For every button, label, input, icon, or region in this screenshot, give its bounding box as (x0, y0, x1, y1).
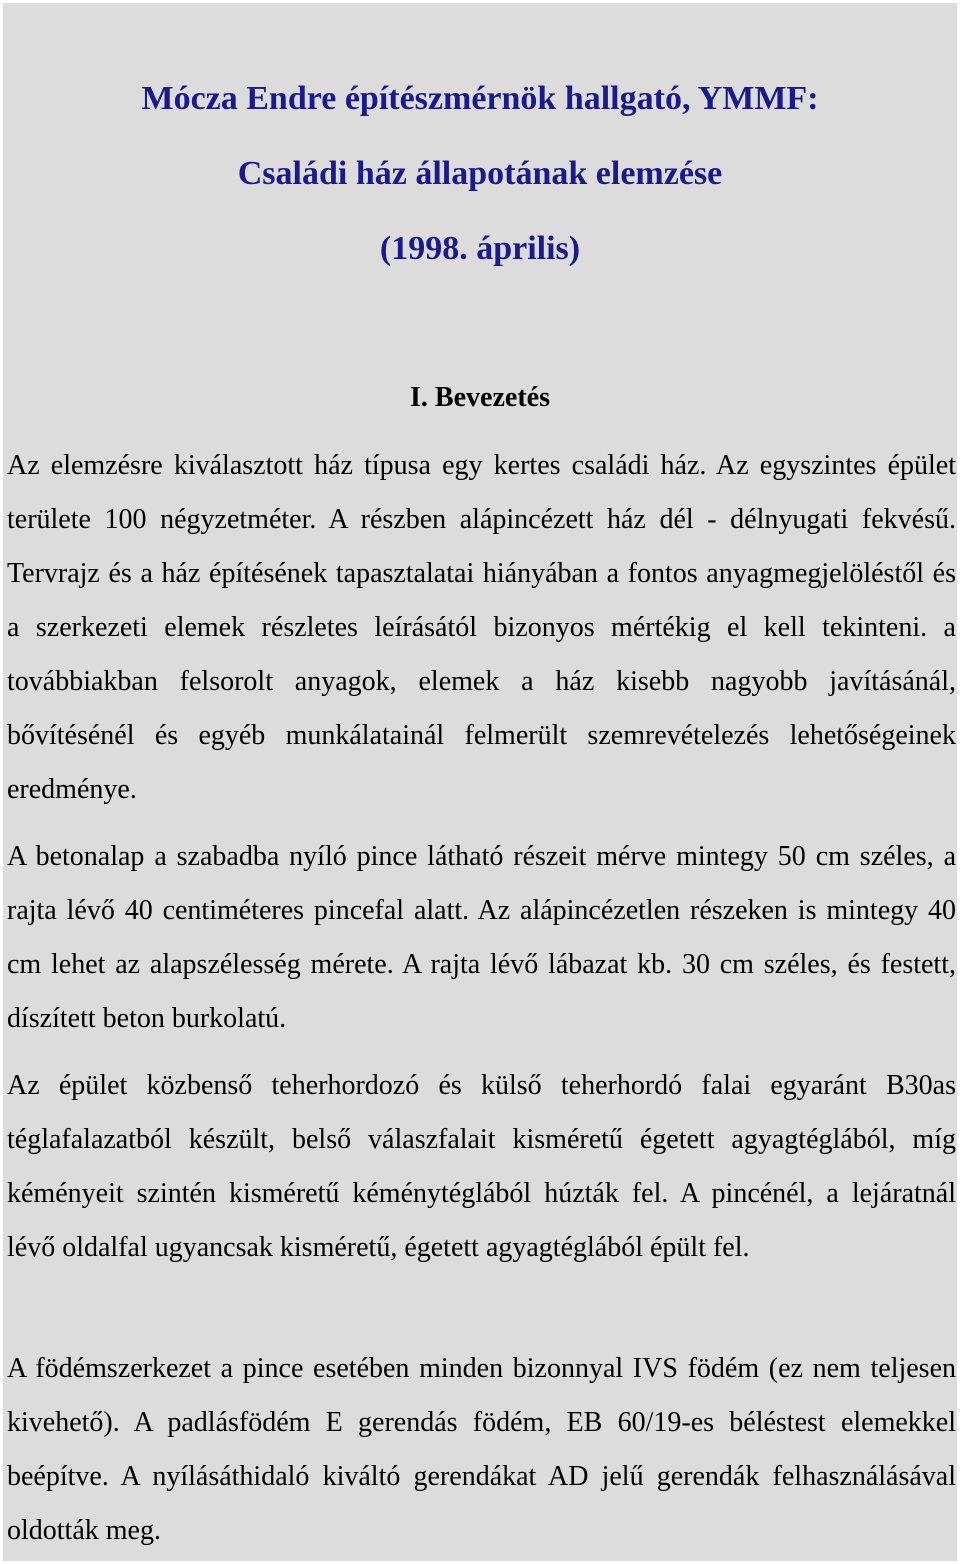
paragraph-4: A födémszerkezet a pince esetében minden bizonnyal IVS födém (ez nem teljesen kivehető). A padlásfödém E gerendás födém, EB 60/19-es béléstest elemekkel beépítve. A nyílásáthidaló kiváltó gerendákat AD jelű gerendák felhasználásával oldották meg. (7, 1353, 956, 1546)
paragraph-1: Az elemzésre kiválasztott ház típusa egy kertes családi ház. Az egyszintes épület területe 100 négyzetméter. A részben alápincézett ház dél - délnyugati fekvésű. Tervrajz és a ház építésének tapasztalatai hiányában a fontos anyagmegjelöléstől és a szerkezeti elemek részletes leírásától bizonyos mértékig el kell tekinteni. a továbbiakban felsorolt anyagok, elemek a ház kisebb nagyobb javításánál, bővítésénél és egyéb munkálatainál felmerült szemrevételezés lehetőségeinek eredménye. (7, 450, 956, 805)
paragraph-2: A betonalap a szabadba nyíló pince látható részeit mérve mintegy 50 cm széles, a rajta lévő 40 centiméteres pincefal alatt. Az alápincézetlen részeken is mintegy 40 cm lehet az alapszélesség mérete. A rajta lévő lábazat kb. 30 cm széles, és festett, díszített beton burkolatú. (7, 841, 956, 1034)
title-author-line: Mócza Endre építészmérnök hallgató, YMMF: (141, 80, 819, 117)
section-heading-introduction: I. Bevezetés (410, 382, 550, 413)
paragraph-3: Az épület közbenső teherhordozó és külső teherhordó falai egyaránt B30as téglafalazatból készült, belső válaszfalait kisméretű égetett agyagtéglából, míg kéményeit szintén kisméretű kéménytéglából húzták fel. A pincénél, a lejáratnál lévő oldalfal ugyancsak kisméretű, égetett agyagtéglából épült fel. (7, 1070, 956, 1263)
title-subject-line: Családi ház állapotának elemzése (237, 155, 723, 192)
title-date-line: (1998. április) (379, 230, 581, 267)
document-page (3, 3, 957, 1561)
